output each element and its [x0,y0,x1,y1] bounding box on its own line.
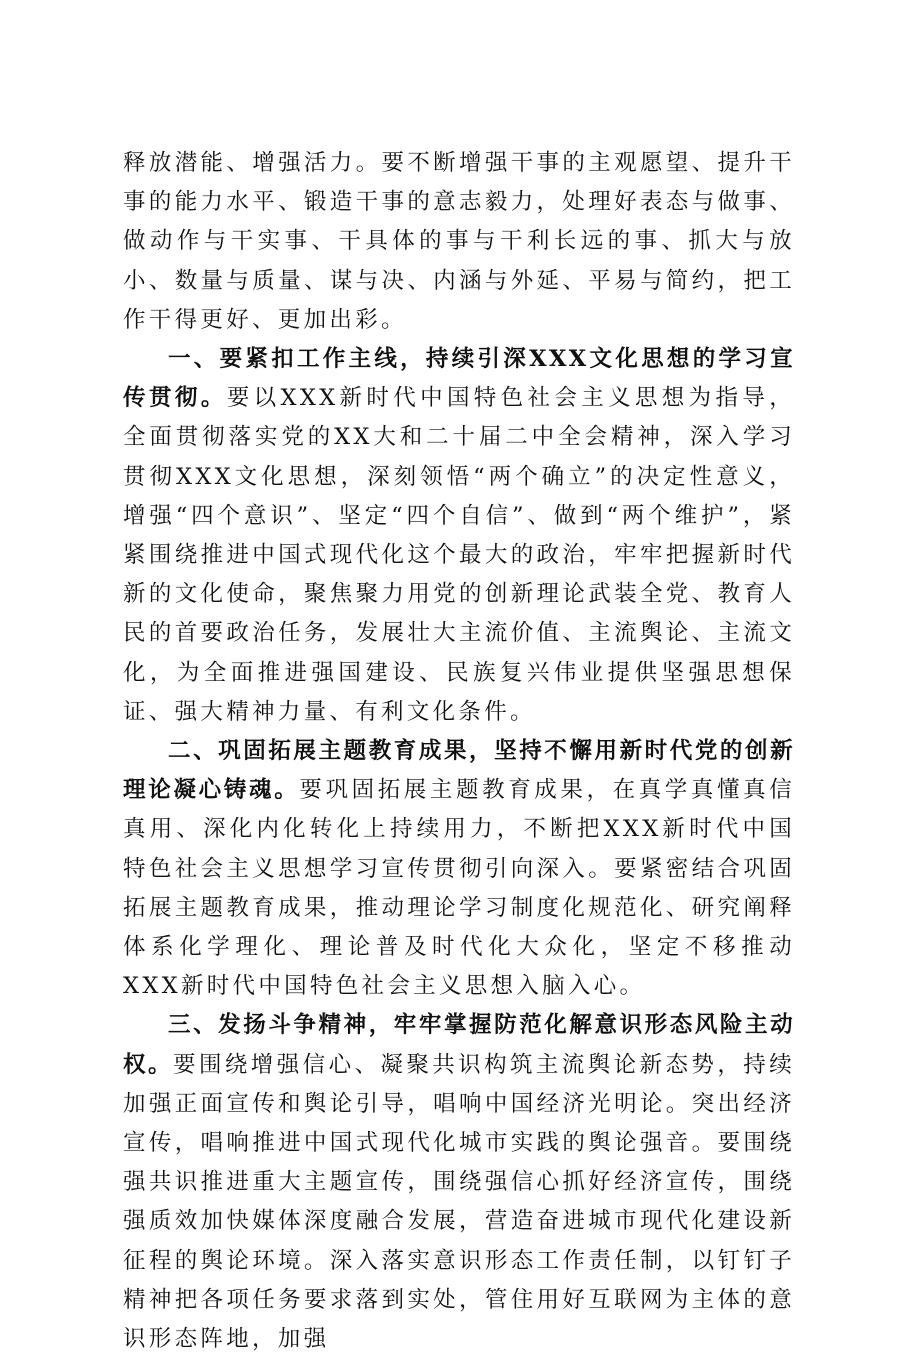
paragraph-section-3 [123,1006,795,1359]
paragraph-continuation [123,144,795,340]
paragraph-section-1 [123,340,795,732]
section-heading: 二、巩固拓展主题教育成果，坚持不懈用新时代党的创新理论凝心铸魂。 [123,738,795,804]
paragraph-body: 要以XXX新时代中国特色社会主义思想为指导，全面贯彻落实党的XX大和二十届二中全会精神，深入学习贯彻XXX文化思想，深刻领悟“两个确立”的决定性意义，增强“四个意识”、坚定“四个自信”、做到“两个维护”，紧紧围绕推进中国式现代化这个最大的政治，牢牢把握新时代新的文化使命，聚焦聚力用党的创新理论武装全党、教育人民的首要政治任务，发展壮大主流价值、主流舆论、主流文化，为全面推进强国建设、民族复兴伟业提供坚强思想保证、强大精神力量、有利文化条件。 [123,385,796,725]
paragraph-section-2 [123,732,795,1006]
paragraph-body: 释放潜能、增强活力。要不断增强干事的主观愿望、提升干事的能力水平、锻造干事的意志毅力，处理好表态与做事、做动作与干实事、干具体的事与干利长远的事、抓大与放小、数量与质量、谋与决、内涵与外延、平易与简约，把工作干得更好、更加出彩。 [123,150,795,333]
document-page [123,144,795,1359]
paragraph-body: 要围绕增强信心、凝聚共识构筑主流舆论新态势，持续加强正面宣传和舆论引导，唱响中国经济光明论。突出经济宣传，唱响推进中国式现代化城市实践的舆论强音。要围绕强共识推进重大主题宣传，围绕强信心抓好经济宣传，围绕强质效加快媒体深度融合发展，营造奋进城市现代化建设新征程的舆论环境。深入落实意识形态工作责任制，以钉钉子精神把各项任务要求落到实处，管住用好互联网为主体的意识形态阵地，加强 [123,1051,795,1353]
section-heading: 三、发扬斗争精神，牢牢掌握防范化解意识形态风险主动权。 [123,1012,795,1078]
section-heading: 一、要紧扣工作主线，持续引深XXX文化思想的学习宣传贯彻。 [123,346,795,412]
paragraph-body: 要巩固拓展主题教育成果，在真学真懂真信真用、深化内化转化上持续用力，不断把XXX新时代中国特色社会主义思想学习宣传贯彻引向深入。要紧密结合巩固拓展主题教育成果，推动理论学习制度化规范化、研究阐释体系化学理化、理论普及时代化大众化，坚定不移推动XXX新时代中国特色社会主义思想入脑入心。 [123,777,795,1000]
